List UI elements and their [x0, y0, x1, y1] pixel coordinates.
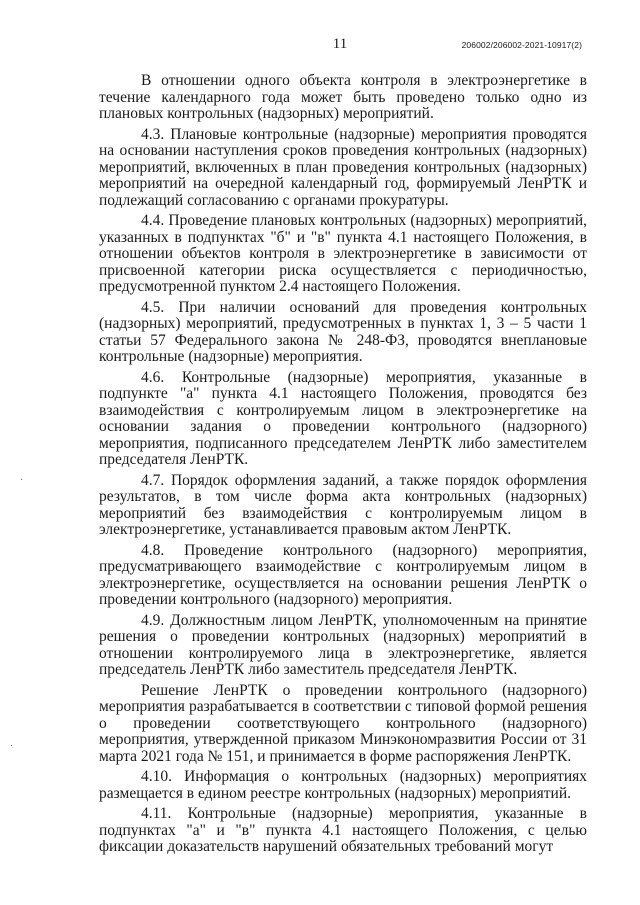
scan-speck: ·	[20, 474, 24, 485]
paragraph-4-9: 4.9. Должностным лицом ЛенРТК, уполномоченным на принятие решения о проведении контрольных (надзорных) мероприятий в отношении контролируемого лица в электроэнергетике, является председатель ЛенРТК либо заместитель председателя ЛенРТК.	[99, 611, 587, 678]
document-code: 206002/206002-2021-10917(2)	[461, 40, 582, 50]
page-number: 11	[332, 36, 348, 52]
paragraph-4-10: 4.10. Информация о контрольных (надзорных) мероприятиях размещается в едином реестре контрольных (надзорных) мероприятий.	[99, 768, 587, 802]
paragraph-4-3: 4.3. Плановые контрольные (надзорные) мероприятия проводятся на основании наступления сроков проведения контрольных (надзорных) мероприятий, включенных в план проведения контрольных (надзорных) мероприятий на очередной календарный год, формируемый ЛенРТК и подлежащий согласованию с органами прокуратуры.	[99, 125, 587, 209]
scan-speck: ·	[10, 740, 14, 751]
paragraph-4-6: 4.6. Контрольные (надзорные) мероприятия, указанные в подпункте "а" пункта 4.1 настоящего Положения, проводятся без взаимодействия с контролируемым лицом в электроэнергетике на основании задания о проведении контрольного (надзорного) мероприятия, подписанного председателем ЛенРТК либо заместителем председателя ЛенРТК.	[99, 368, 587, 468]
paragraph-4-7: 4.7. Порядок оформления заданий, а также порядок оформления результатов, в том числе форма акта контрольных (надзорных) мероприятий без взаимодействия с контролируемым лицом в электроэнергетике, устанавливается правовым актом ЛенРТК.	[99, 471, 587, 538]
paragraph-intro: В отношении одного объекта контроля в электроэнергетике в течение календарного года может быть проведено только одно из плановых контрольных (надзорных) мероприятий.	[99, 72, 587, 122]
paragraph-4-5: 4.5. При наличии оснований для проведения контрольных (надзорных) мероприятий, предусмотренных в пунктах 1, 3 – 5 части 1 статьи 57 Федерального закона № 248-ФЗ, проводятся внеплановые контрольные (надзорные) мероприятия.	[99, 298, 587, 365]
paragraph-4-4: 4.4. Проведение плановых контрольных (надзорных) мероприятий, указанных в подпунктах "б" и "в" пункта 4.1 настоящего Положения, в отношении объектов контроля в электроэнергетике в зависимости от присвоенной категории риска осуществляется с периодичностью, предусмотренной пунктом 2.4 настоящего Положения.	[99, 212, 587, 295]
paragraph-4-11: 4.11. Контрольные (надзорные) мероприятия, указанные в подпунктах "а" и "в" пункта 4.1 настоящего Положения, с целью фиксации доказательств нарушений обязательных требований могут	[99, 805, 587, 855]
document-body	[99, 73, 587, 860]
paragraph-4-8: 4.8. Проведение контрольного (надзорного) мероприятия, предусматривающего взаимодействие с контролируемым лицом в электроэнергетике, осуществляется на основании решения ЛенРТК о проведении контрольного (надзорного) мероприятия.	[99, 541, 587, 608]
paragraph-decision: Решение ЛенРТК о проведении контрольного (надзорного) мероприятия разрабатывается в соответствии с типовой формой решения о проведении соответствующего контрольного (надзорного) мероприятия, утвержденной приказом Минэкономразвития России от 31 марта 2021 года № 151, и принимается в форме распоряжения ЛенРТК.	[99, 681, 587, 765]
